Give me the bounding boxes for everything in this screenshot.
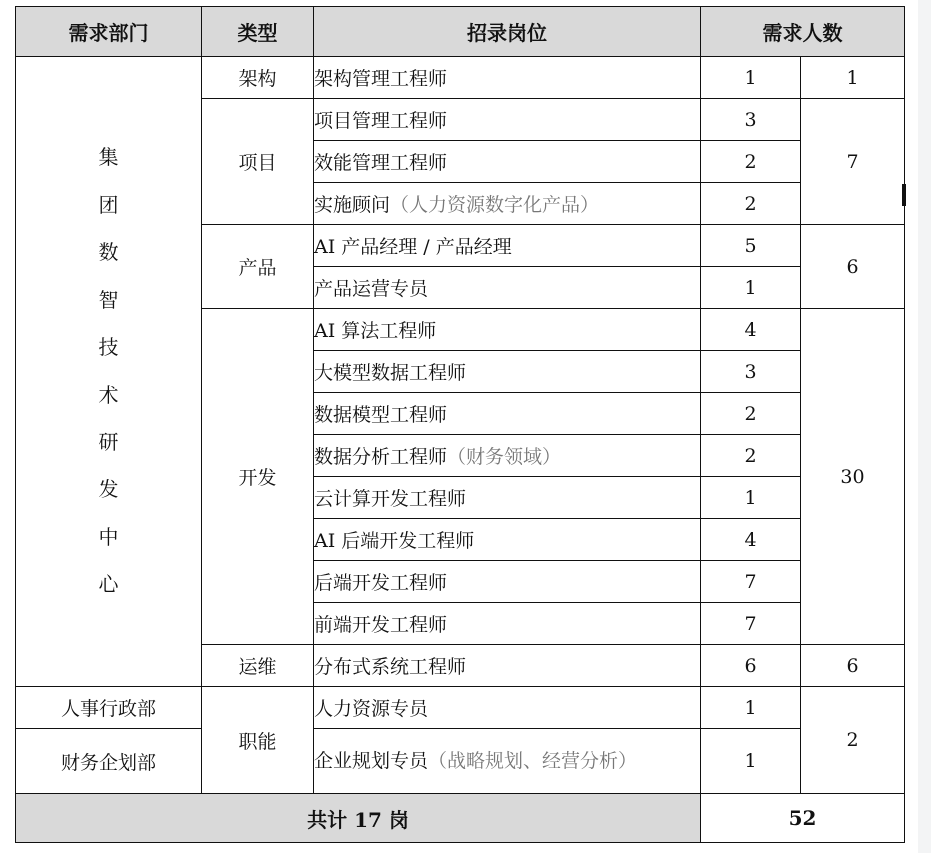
type-ops: 运维 [202,645,314,687]
total-label: 共计 17 岗 [16,794,701,843]
position-count: 7 [701,603,801,645]
position-count: 6 [701,645,801,687]
position-title: 项目管理工程师 [314,99,701,141]
position-title: 后端开发工程师 [314,561,701,603]
type-dev: 开发 [202,309,314,645]
position-note: （战略规划、经营分析） [428,750,638,772]
dept-main-char: 心 [98,572,119,597]
type-arch: 架构 [202,57,314,99]
position-title: 前端开发工程师 [314,603,701,645]
position-title: 产品运营专员 [314,267,701,309]
header-position: 招录岗位 [314,7,701,57]
position-title: 人力资源专员 [314,687,701,729]
position-count: 3 [701,99,801,141]
position-note: （人力资源数字化产品） [390,194,600,216]
table-row [16,57,905,99]
position-title: AI 后端开发工程师 [314,519,701,561]
table-header-row [16,7,905,57]
position-count: 1 [701,57,801,99]
dept-main-char: 团 [98,192,119,217]
position-count: 4 [701,519,801,561]
total-count: 52 [701,794,905,843]
position-count: 1 [701,267,801,309]
header-headcount: 需求人数 [701,7,905,57]
dept-main-cell [16,57,202,687]
dept-main-char: 集 [98,145,119,170]
subtotal-dev: 30 [801,309,905,645]
dept-finance: 财务企划部 [16,729,202,794]
position-title: 云计算开发工程师 [314,477,701,519]
position-title: 数据分析工程师（财务领域） [314,435,701,477]
type-prod: 产品 [202,225,314,309]
position-note: （财务领域） [447,446,562,468]
header-type: 类型 [202,7,314,57]
dept-main-char: 技 [98,335,119,360]
subtotal-ops: 6 [801,645,905,687]
position-count: 7 [701,561,801,603]
position-title: 分布式系统工程师 [314,645,701,687]
subtotal-prod: 6 [801,225,905,309]
position-title: AI 算法工程师 [314,309,701,351]
table-row [16,687,905,729]
header-dept: 需求部门 [16,7,202,57]
position-title: AI 产品经理 / 产品经理 [314,225,701,267]
position-count: 5 [701,225,801,267]
position-title: 企业规划专员（战略规划、经营分析） [314,729,701,794]
dept-main-char: 术 [98,382,119,407]
position-count: 2 [701,183,801,225]
position-title: 效能管理工程师 [314,141,701,183]
type-func: 职能 [202,687,314,794]
dept-main-char: 中 [98,524,119,549]
position-count: 2 [701,435,801,477]
position-count: 1 [701,687,801,729]
position-count: 1 [701,477,801,519]
table-row [16,729,905,794]
position-title: 数据模型工程师 [314,393,701,435]
subtotal-arch: 1 [801,57,905,99]
dept-main-char: 研 [98,429,119,454]
position-title: 架构管理工程师 [314,57,701,99]
dept-hr: 人事行政部 [16,687,202,729]
subtotal-func: 2 [801,687,905,794]
subtotal-proj: 7 [801,99,905,225]
dept-main-char: 智 [98,287,119,312]
recruitment-table [15,6,905,843]
position-count: 2 [701,393,801,435]
dept-main-char: 数 [98,240,119,265]
position-title: 实施顾问（人力资源数字化产品） [314,183,701,225]
position-count: 4 [701,309,801,351]
type-proj: 项目 [202,99,314,225]
total-row [16,794,905,843]
position-count: 2 [701,141,801,183]
position-count: 1 [701,729,801,794]
position-count: 3 [701,351,801,393]
dept-main-char: 发 [98,477,119,502]
position-title: 大模型数据工程师 [314,351,701,393]
